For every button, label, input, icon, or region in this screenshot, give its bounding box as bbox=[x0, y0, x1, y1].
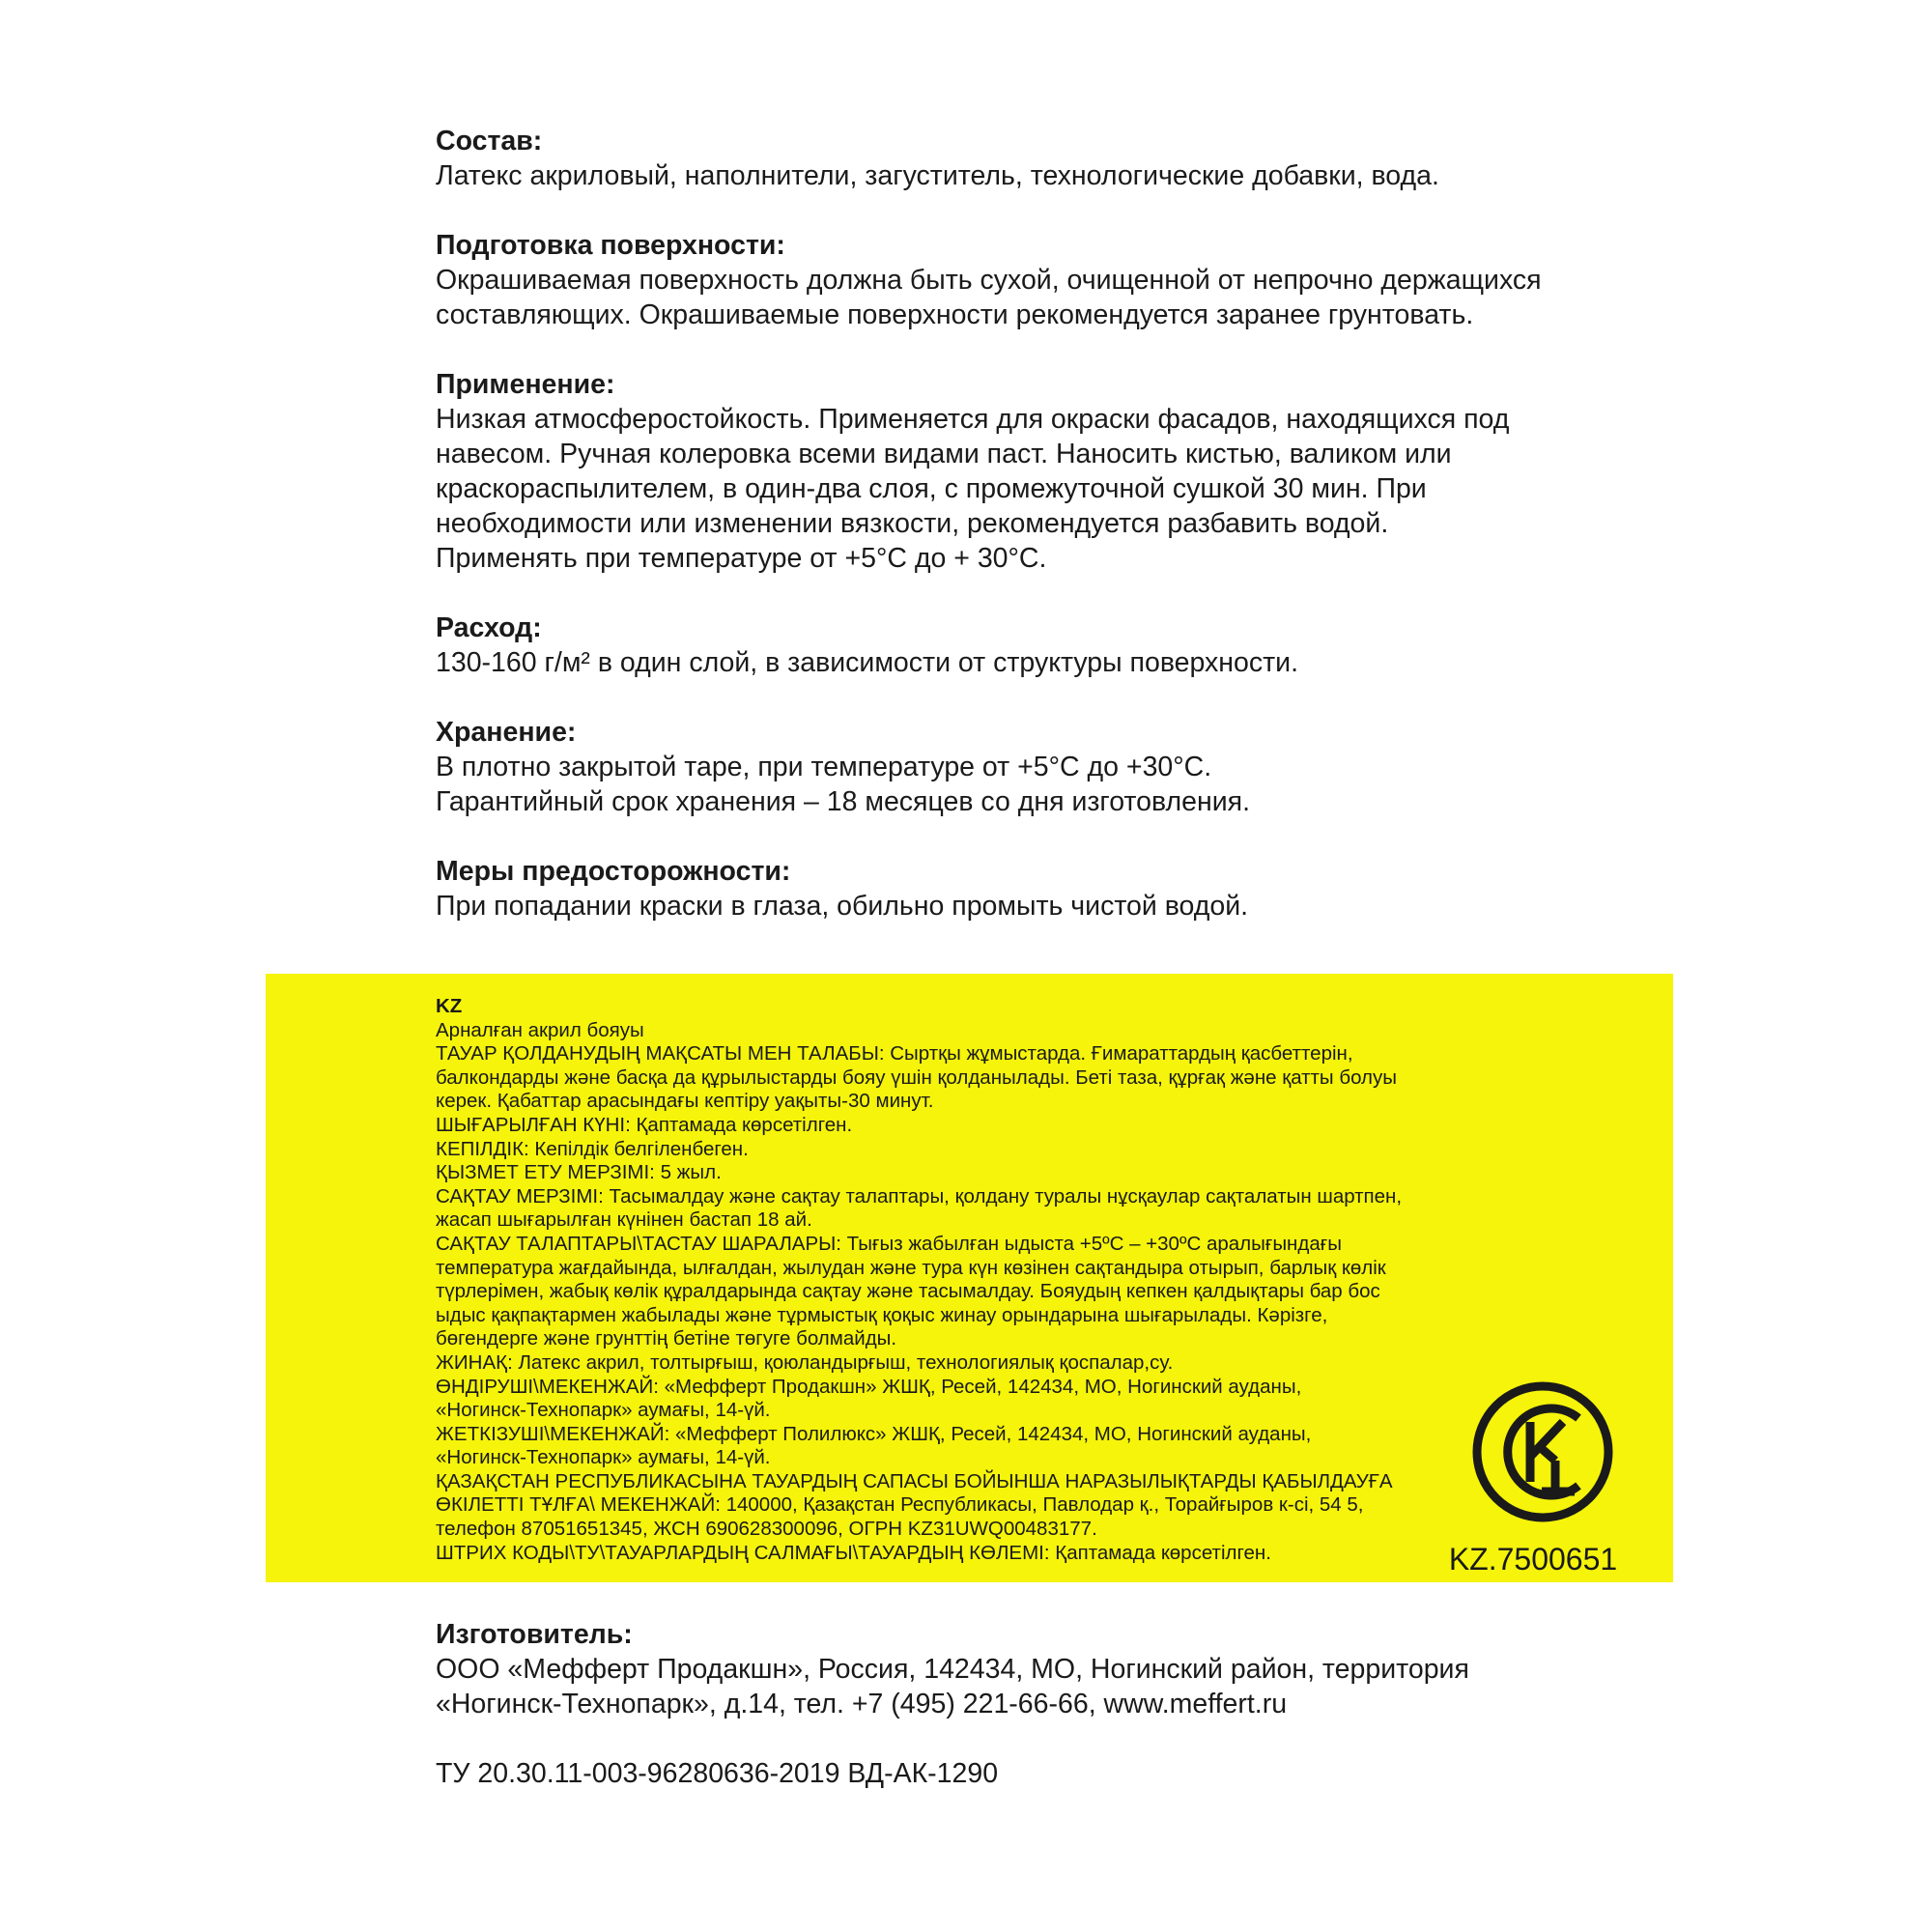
section-consumption bbox=[436, 611, 1711, 680]
section-title: Меры предосторожности: bbox=[436, 856, 791, 887]
kz-purpose: ТАУАР ҚОЛДАНУДЫҢ МАҚСАТЫ МЕН ТАЛАБЫ: Сыртқы жұмыстарда. Ғимараттардың қасбеттерін, балкондарды және басқа да құрылыстарды бояу үшін қолданылады. Беті таза, құрғақ және қатты болуы керек. Қабаттар арасындағы кептіру уақыты-30 минут. bbox=[436, 1042, 1398, 1113]
kz-conformity-mark-icon bbox=[1470, 1379, 1615, 1524]
section-composition bbox=[436, 124, 1711, 193]
section-body: Низкая атмосферостойкость. Применяется для окраски фасадов, находящихся под навесом. Ручная колеровка всеми видами паст. Наносить кистью, валиком или краскораспылителем, в один-два слоя, с промежуточной сушкой 30 мин. При необходимости или изменении вязкости, рекомендуется разбавить водой. Применять при температуре от +5°С до + 30°С. bbox=[436, 404, 1510, 574]
section-body: Латекс акриловый, наполнители, загуститель, технологические добавки, вода. bbox=[436, 160, 1439, 191]
kz-shelf-life: САҚТАУ МЕРЗІМІ: Тасымалдау және сақтау талаптары, қолдану туралы нұсқаулар сақталатын шартпен, жасап шығарылған күнінен бастап 18 ай. bbox=[436, 1184, 1403, 1232]
kz-composition: ЖИНАҚ: Латекс акрил, толтырғыш, қоюландырғыш, технологиялық қоспалар,су. bbox=[436, 1350, 1174, 1374]
kz-barcode-info: ШТРИХ КОДЫ\ТУ\ТАУАРЛАРДЫҢ САЛМАҒЫ\ТАУАРДЫҢ КӨЛЕМІ: Қаптамада көрсетілген. bbox=[436, 1541, 1271, 1564]
language-code: KZ bbox=[436, 995, 463, 1017]
section-title: Применение: bbox=[436, 369, 615, 400]
section-precautions bbox=[436, 854, 1711, 923]
kz-supplier: ЖЕТКІЗУШІ\МЕКЕНЖАЙ: «Мефферт Полилюкс» ЖШҚ, Ресей, 142434, МО, Ногинский ауданы, «Ногинск-Технопарк» аумағы, 14-үй. bbox=[436, 1422, 1312, 1469]
section-application bbox=[436, 367, 1711, 576]
main-instructions bbox=[436, 124, 1711, 958]
certificate-number: KZ.7500651 bbox=[1448, 1542, 1618, 1577]
section-title: Хранение: bbox=[436, 717, 577, 748]
kz-production-date: ШЫҒАРЫЛҒАН КҮНІ: Қаптамада көрсетілген. bbox=[436, 1113, 853, 1136]
manufacturer-title: Изготовитель: bbox=[436, 1619, 633, 1650]
section-title: Состав: bbox=[436, 126, 543, 156]
kazakh-info-panel bbox=[266, 974, 1673, 1582]
section-title: Расход: bbox=[436, 612, 542, 643]
kz-product-name: Арналған акрил бояуы bbox=[436, 1018, 644, 1041]
kz-manufacturer: ӨНДІРУШІ\МЕКЕНЖАЙ: «Мефферт Продакшн» ЖШҚ, Ресей, 142434, МО, Ногинский ауданы, «Ногинск-Технопарк» аумағы, 14-үй. bbox=[436, 1375, 1302, 1422]
section-surface-preparation bbox=[436, 228, 1711, 332]
section-storage bbox=[436, 715, 1711, 819]
kz-storage-disposal: САҚТАУ ТАЛАПТАРЫ\ТАСТАУ ШАРАЛАРЫ: Тығыз жабылған ыдыста +5ºС – +30ºС аралығындағы температура жағдайында, ылғалдан, жылудан және тура күн көзінен сақтандыра отырып, барлық көлік түрлерімен, жабық көлік құралдарында сақтау және тасымалдау. Бояудың кепкен қалдықтары бар бос ыдыс қақпақтармен жабылады және тұрмыстық қоқыс жинау орындарына шығарылады. Кәрізге, бөгендерге және грунттің бетіне төгуге болмайды. bbox=[436, 1232, 1386, 1350]
kz-service-life: ҚЫЗМЕТ ЕТУ МЕРЗІМІ: 5 жыл. bbox=[436, 1161, 722, 1184]
certification-mark bbox=[1436, 1379, 1630, 1577]
section-body: При попадании краски в глаза, обильно промыть чистой водой. bbox=[436, 891, 1249, 922]
kazakh-text-block bbox=[436, 995, 1440, 1565]
section-body: В плотно закрытой таре, при температуре от +5°С до +30°С. Гарантийный срок хранения – 18 месяцев со дня изготовления. bbox=[436, 752, 1250, 817]
manufacturer-info bbox=[436, 1617, 1711, 1791]
section-body: Окрашиваемая поверхность должна быть сухой, очищенной от непрочно держащихся составляющих. Окрашиваемые поверхности рекомендуется заранее грунтовать. bbox=[436, 265, 1542, 330]
technical-specification: ТУ 20.30.11-003-96280636-2019 ВД-АК-1290 bbox=[436, 1758, 999, 1789]
section-body: 130-160 г/м² в один слой, в зависимости от структуры поверхности. bbox=[436, 647, 1299, 678]
section-title: Подготовка поверхности: bbox=[436, 230, 785, 261]
kz-authorized-person: ҚАЗАҚСТАН РЕСПУБЛИКАСЫНА ТАУАРДЫҢ САПАСЫ БОЙЫНША НАРАЗЫЛЫҚТАРДЫ ҚАБЫЛДАУҒА ӨКІЛЕТТІ ТҰЛҒА\ МЕКЕНЖАЙ: 140000, Қазақстан Республикасы, Павлодар қ., Торайғыров к-сі, 54 5, телефон 87051651345, ЖСН 690628300096, ОГРН KZ31UWQ00483177. bbox=[436, 1469, 1393, 1541]
kz-warranty: КЕПІЛДІК: Кепілдік белгіленбеген. bbox=[436, 1137, 749, 1160]
manufacturer-body: ООО «Мефферт Продакшн», Россия, 142434, МО, Ногинский район, территория «Ногинск-Технопарк», д.14, тел. +7 (495) 221-66-66, www.meffert.ru bbox=[436, 1654, 1469, 1719]
